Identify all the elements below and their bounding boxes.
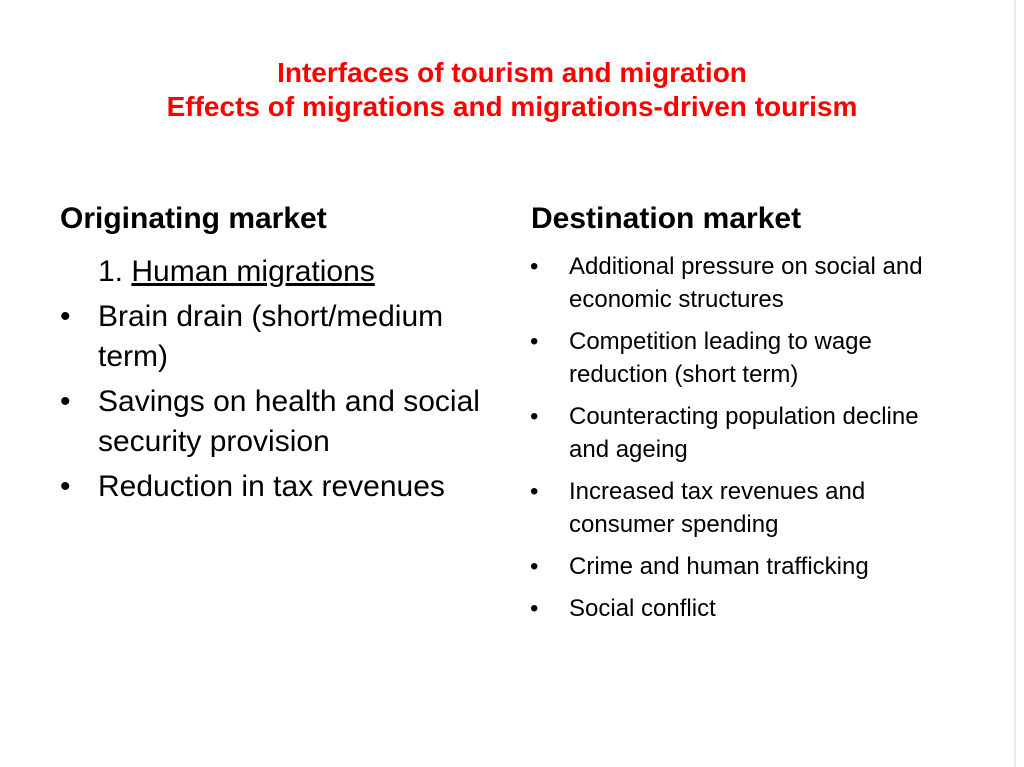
list-item [530, 550, 960, 583]
title-line-1: Interfaces of tourism and migration [277, 57, 747, 88]
list-item [530, 325, 960, 391]
list-item-text: Brain drain (short/medium term) [98, 300, 444, 373]
destination-market-list [530, 250, 960, 634]
list-item-text: Competition leading to wage reduction (short term) [569, 328, 872, 388]
list-item-text: Counteracting population decline and ageing [569, 403, 919, 463]
originating-market-list [60, 252, 510, 507]
bullet-icon: • [60, 300, 71, 333]
destination-market-heading: Destination market [531, 202, 802, 235]
slide-title [0, 56, 1024, 124]
list-item [60, 467, 510, 507]
bullet-icon: • [530, 595, 539, 622]
bullet-icon: • [60, 470, 71, 503]
human-migrations-link[interactable]: Human migrations [131, 255, 375, 288]
list-item-text: Crime and human trafficking [569, 553, 869, 580]
title-line-2: Effects of migrations and migrations-driven tourism [166, 91, 858, 122]
list-item [530, 400, 960, 466]
list-item-text: Social conflict [569, 595, 716, 622]
list-item-text: Increased tax revenues and consumer spending [569, 478, 866, 538]
list-item [60, 297, 510, 377]
list-item [530, 250, 960, 316]
list-item-text: Additional pressure on social and economic structures [569, 253, 923, 313]
numbered-item [60, 252, 510, 292]
list-item [530, 475, 960, 541]
item-number: 1. [98, 255, 124, 288]
list-item-text: Savings on health and social security provision [98, 385, 480, 458]
bullet-icon: • [530, 553, 539, 580]
list-item-text: Reduction in tax revenues [98, 470, 445, 503]
list-item [60, 382, 510, 462]
bullet-icon: • [530, 328, 539, 355]
bullet-icon: • [530, 403, 539, 430]
bullet-icon: • [530, 478, 539, 505]
list-item [530, 592, 960, 625]
originating-market-heading: Originating market [60, 202, 327, 235]
bullet-icon: • [60, 385, 71, 418]
bullet-icon: • [530, 253, 539, 280]
